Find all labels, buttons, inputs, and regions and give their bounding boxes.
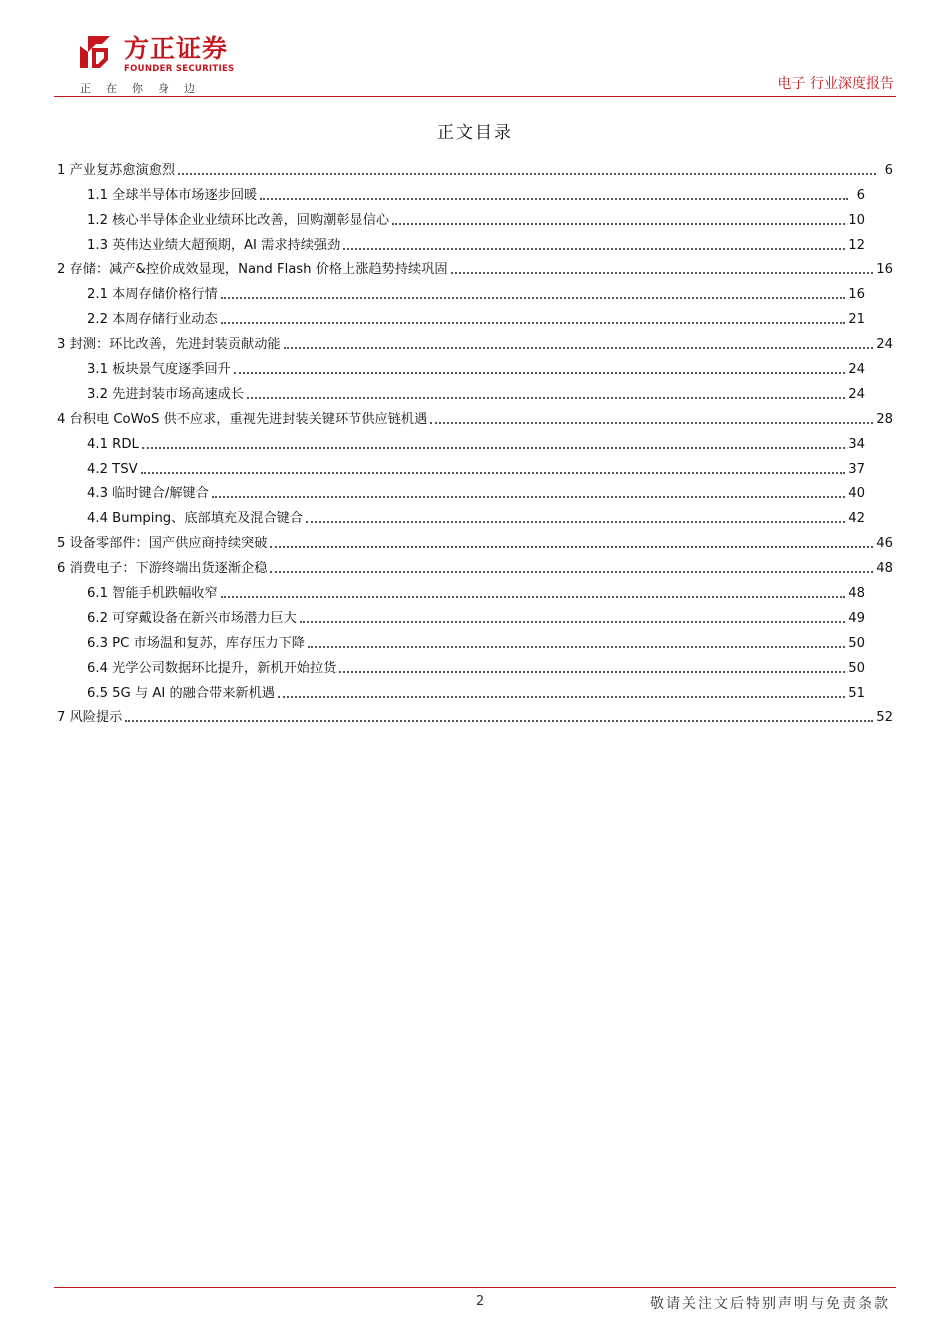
toc-entry[interactable]	[57, 329, 893, 354]
toc-entry-page: 34	[848, 436, 865, 452]
header-divider	[54, 96, 896, 97]
toc-entry-label: 4.1 RDL	[87, 436, 139, 452]
toc-entry-label: 6.2 可穿戴设备在新兴市场潜力巨大	[87, 610, 297, 626]
brand-name: 方正证券	[124, 34, 229, 63]
toc-leader-dots	[141, 472, 846, 474]
toc-entry-label: 3 封测：环比改善，先进封装贡献动能	[57, 337, 281, 353]
toc-entry[interactable]	[57, 528, 893, 553]
toc-entry[interactable]	[57, 180, 893, 205]
toc-entry-label: 4 台积电 CoWoS 供不应求，重视先进封装关键环节供应链机遇	[57, 411, 428, 427]
toc-leader-dots	[339, 671, 845, 673]
toc-entry-page: 51	[848, 685, 865, 701]
toc-entry[interactable]	[57, 354, 893, 379]
toc-entry[interactable]	[57, 404, 893, 429]
toc-entry[interactable]	[57, 553, 893, 578]
toc-entry-page: 12	[848, 237, 865, 253]
toc-entry-label: 2.2 本周存储行业动态	[87, 312, 218, 328]
toc-entry-label: 1 产业复苏愈演愈烈	[57, 162, 176, 178]
toc-entry[interactable]	[57, 279, 893, 304]
toc-leader-dots	[430, 422, 873, 424]
toc-title: 正文目录	[437, 123, 513, 143]
toc-leader-dots	[142, 447, 845, 449]
toc-leader-dots	[212, 496, 845, 498]
toc-entry-page: 28	[876, 411, 893, 427]
brand-name-en: FOUNDER SECURITIES	[124, 64, 235, 74]
toc-leader-dots	[247, 397, 845, 399]
toc-entry[interactable]	[57, 255, 893, 280]
toc-leader-dots	[308, 646, 845, 648]
toc-entry-label: 6.4 光学公司数据环比提升，新机开始拉货	[87, 660, 337, 676]
toc-entry-label: 7 风险提示	[57, 710, 123, 726]
toc-entry[interactable]	[57, 578, 893, 603]
toc-entry-label: 5 设备零部件：国产供应商持续突破	[57, 536, 268, 552]
toc-leader-dots	[221, 297, 846, 299]
toc-entry-page: 48	[876, 561, 893, 577]
footer-divider	[54, 1287, 896, 1288]
toc-leader-dots	[221, 322, 846, 324]
toc-entry-label: 2 存储：减产&控价成效显现，Nand Flash 价格上涨趋势持续巩固	[57, 262, 448, 278]
toc-leader-dots	[125, 720, 873, 722]
toc-leader-dots	[306, 521, 845, 523]
toc-entry-label: 1.3 英伟达业绩大超预期，AI 需求持续强劲	[87, 237, 341, 253]
report-type: 电子 行业深度报告	[777, 76, 894, 92]
toc-entry-label: 2.1 本周存储价格行情	[87, 287, 218, 303]
toc-entry[interactable]	[57, 205, 893, 230]
toc-entry-label: 3.2 先进封装市场高速成长	[87, 386, 245, 402]
toc-entry[interactable]	[57, 155, 893, 180]
toc-entry-label: 6.5 5G 与 AI 的融合带来新机遇	[87, 685, 275, 701]
brand-slogan: 正在你身边	[80, 82, 210, 95]
toc-entry-page: 6	[884, 162, 893, 178]
toc-leader-dots	[221, 596, 846, 598]
toc-entry-page: 24	[876, 337, 893, 353]
toc-entry[interactable]	[57, 379, 893, 404]
toc-entry-page: 42	[848, 511, 865, 527]
toc-entry-label: 1.2 核心半导体企业业绩环比改善，回购潮彰显信心	[87, 212, 390, 228]
toc-entry-label: 1.1 全球半导体市场逐步回暖	[87, 187, 258, 203]
toc-entry-label: 4.3 临时键合/解键合	[87, 486, 209, 502]
toc-entry[interactable]	[57, 603, 893, 628]
toc-entry[interactable]	[57, 454, 893, 479]
toc-entry-label: 6.3 PC 市场温和复苏，库存压力下降	[87, 635, 305, 651]
toc-entry[interactable]	[57, 628, 893, 653]
page-header	[0, 0, 950, 100]
toc-leader-dots	[343, 248, 845, 250]
toc-entry-page: 52	[876, 710, 893, 726]
toc-entry[interactable]	[57, 230, 893, 255]
toc-entry-page: 48	[848, 586, 865, 602]
toc-entry[interactable]	[57, 429, 893, 454]
toc-entry[interactable]	[57, 304, 893, 329]
toc-entry[interactable]	[57, 503, 893, 528]
toc-entry-page: 16	[876, 262, 893, 278]
founder-logo-icon	[78, 34, 118, 70]
toc-leader-dots	[260, 198, 848, 200]
toc-entry-page: 46	[876, 536, 893, 552]
page-number: 2	[476, 1294, 485, 1309]
toc-entry-label: 4.4 Bumping、底部填充及混合键合	[87, 511, 304, 527]
toc-leader-dots	[234, 372, 845, 374]
toc-entry-page: 21	[848, 312, 865, 328]
toc-entry[interactable]	[57, 479, 893, 504]
toc-entry[interactable]	[57, 703, 893, 728]
toc-entry-page: 37	[848, 461, 865, 477]
toc-entry-page: 49	[848, 610, 865, 626]
toc-entry-page: 24	[848, 386, 865, 402]
toc-entry-page: 40	[848, 486, 865, 502]
toc-leader-dots	[270, 571, 873, 573]
toc-leader-dots	[278, 696, 845, 698]
toc-entry-page: 24	[848, 362, 865, 378]
toc-leader-dots	[270, 546, 873, 548]
toc-leader-dots	[284, 347, 874, 349]
toc-leader-dots	[451, 272, 874, 274]
table-of-contents	[57, 155, 893, 727]
toc-entry[interactable]	[57, 678, 893, 703]
toc-entry-label: 6 消费电子：下游终端出货逐渐企稳	[57, 561, 268, 577]
toc-entry-label: 4.2 TSV	[87, 461, 138, 477]
toc-entry-page: 50	[848, 660, 865, 676]
toc-leader-dots	[392, 223, 845, 225]
toc-entry-page: 16	[848, 287, 865, 303]
toc-leader-dots	[178, 173, 876, 175]
toc-entry[interactable]	[57, 653, 893, 678]
toc-entry-label: 3.1 板块景气度逐季回升	[87, 362, 231, 378]
toc-entry-page: 6	[856, 187, 865, 203]
toc-entry-page: 50	[848, 635, 865, 651]
toc-entry-label: 6.1 智能手机跌幅收窄	[87, 586, 218, 602]
toc-entry-page: 10	[848, 212, 865, 228]
toc-leader-dots	[300, 621, 845, 623]
footer-disclaimer: 敬请关注文后特别声明与免责条款	[650, 1296, 890, 1312]
